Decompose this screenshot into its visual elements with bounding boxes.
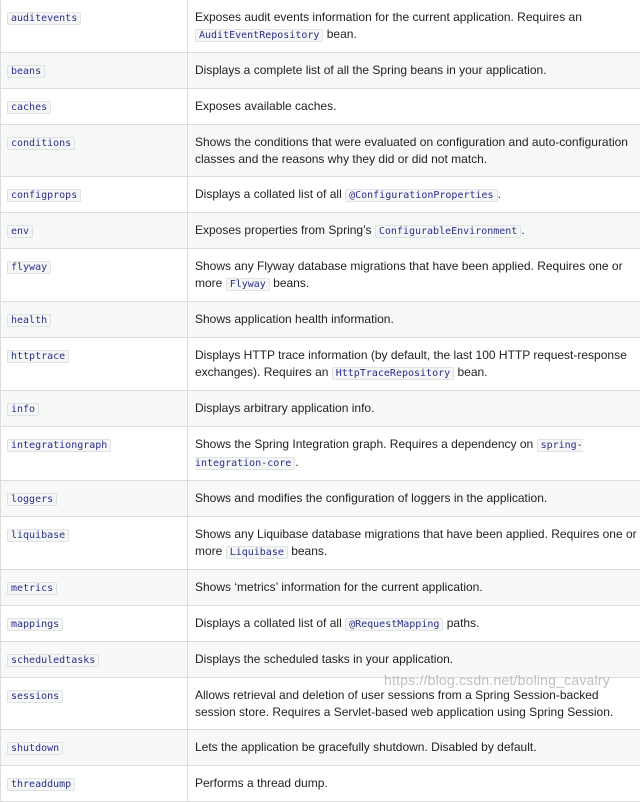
endpoint-id-cell	[1, 249, 188, 302]
endpoint-id: loggers	[7, 493, 57, 506]
endpoint-id: threaddump	[7, 778, 75, 791]
endpoint-description	[188, 53, 640, 89]
description-text: beans.	[288, 544, 327, 558]
endpoint-id-cell	[1, 427, 188, 481]
description-text: Displays arbitrary application info.	[195, 401, 374, 415]
endpoint-id: info	[7, 403, 39, 416]
endpoint-id: auditevents	[7, 12, 81, 25]
endpoint-id: shutdown	[7, 742, 63, 755]
table-row	[1, 302, 640, 338]
description-text: Shows any Flyway database migrations that have been applied. Requires one or more	[195, 259, 623, 290]
description-text: Shows the Spring Integration graph. Requires a dependency on	[195, 437, 537, 451]
watermark: https://blog.csdn.net/boling_cavalry	[384, 672, 610, 688]
endpoint-id: health	[7, 314, 51, 327]
description-text: .	[521, 223, 524, 237]
endpoint-id: scheduledtasks	[7, 654, 99, 667]
endpoint-id-cell	[1, 517, 188, 570]
endpoint-description	[188, 570, 640, 606]
table-row	[1, 427, 640, 481]
description-text: Exposes audit events information for the current application. Requires an	[195, 10, 582, 24]
endpoint-id: conditions	[7, 137, 75, 150]
endpoint-description	[188, 213, 640, 249]
description-text: Displays a collated list of all	[195, 187, 345, 201]
endpoint-id-cell	[1, 642, 188, 678]
inline-code: AuditEventRepository	[195, 29, 323, 42]
description-text: Exposes properties from Spring’s	[195, 223, 375, 237]
description-text: bean.	[454, 365, 487, 379]
description-text: Performs a thread dump.	[195, 776, 328, 790]
endpoint-description	[188, 391, 640, 427]
inline-code: Liquibase	[226, 546, 288, 559]
endpoint-description	[188, 302, 640, 338]
description-text: Lets the application be gracefully shutdown. Disabled by default.	[195, 740, 537, 754]
table-row	[1, 89, 640, 125]
description-text: Shows ‘metrics’ information for the current application.	[195, 580, 483, 594]
table-row	[1, 517, 640, 570]
endpoint-id: beans	[7, 65, 45, 78]
description-text: Shows application health information.	[195, 312, 394, 326]
endpoint-id-cell	[1, 730, 188, 766]
endpoint-id: flyway	[7, 261, 51, 274]
description-text: Displays a collated list of all	[195, 616, 345, 630]
table-row	[1, 177, 640, 213]
endpoint-description	[188, 606, 640, 642]
endpoint-id-cell	[1, 0, 188, 53]
inline-code: Flyway	[226, 278, 270, 291]
table-row	[1, 606, 640, 642]
description-text: Shows and modifies the configuration of loggers in the application.	[195, 491, 547, 505]
description-text: Displays the scheduled tasks in your application.	[195, 652, 453, 666]
endpoint-id-cell	[1, 606, 188, 642]
description-text: Allows retrieval and deletion of user sessions from a Spring Session-backed session store. Requires a Servlet-based web application using Spring Session.	[195, 688, 613, 719]
table-row	[1, 213, 640, 249]
endpoint-description	[188, 338, 640, 391]
description-text: .	[295, 455, 298, 469]
endpoint-id: integrationgraph	[7, 439, 111, 452]
table-row	[1, 391, 640, 427]
table-row	[1, 53, 640, 89]
endpoint-id-cell	[1, 391, 188, 427]
endpoint-id-cell	[1, 89, 188, 125]
endpoint-id-cell	[1, 213, 188, 249]
inline-code: @RequestMapping	[345, 618, 443, 631]
endpoint-description	[188, 249, 640, 302]
endpoint-id-cell	[1, 481, 188, 517]
endpoint-id: sessions	[7, 690, 63, 703]
endpoint-id: configprops	[7, 189, 81, 202]
inline-code: ConfigurableEnvironment	[375, 225, 521, 238]
table-row	[1, 0, 640, 53]
description-text: paths.	[443, 616, 479, 630]
endpoint-id: metrics	[7, 582, 57, 595]
endpoint-id: caches	[7, 101, 51, 114]
description-text: beans.	[270, 276, 309, 290]
table-row	[1, 338, 640, 391]
endpoint-id-cell	[1, 177, 188, 213]
endpoint-description	[188, 125, 640, 177]
description-text: .	[498, 187, 501, 201]
table-row	[1, 249, 640, 302]
endpoint-id: httptrace	[7, 350, 69, 363]
inline-code: spring-integration-core	[195, 439, 583, 470]
endpoint-description	[188, 730, 640, 766]
description-text: Shows any Liquibase database migrations that have been applied. Requires one or more	[195, 527, 637, 558]
endpoint-id: liquibase	[7, 529, 69, 542]
endpoint-description	[188, 0, 640, 53]
description-text: Exposes available caches.	[195, 99, 336, 113]
endpoint-id-cell	[1, 338, 188, 391]
endpoint-description	[188, 177, 640, 213]
endpoint-description	[188, 481, 640, 517]
table-row	[1, 570, 640, 606]
endpoint-id-cell	[1, 570, 188, 606]
endpoint-description	[188, 766, 640, 802]
endpoint-description	[188, 427, 640, 481]
table-row	[1, 125, 640, 177]
endpoint-id: mappings	[7, 618, 63, 631]
table-row	[1, 730, 640, 766]
endpoint-id: env	[7, 225, 33, 238]
description-text: bean.	[323, 27, 356, 41]
description-text: Shows the conditions that were evaluated on configuration and auto-configuration classes and the reasons why they did or did not match.	[195, 135, 628, 166]
inline-code: HttpTraceRepository	[332, 367, 454, 380]
endpoint-id-cell	[1, 53, 188, 89]
endpoint-id-cell	[1, 766, 188, 802]
endpoint-id-cell	[1, 678, 188, 730]
endpoint-description	[188, 89, 640, 125]
endpoint-description	[188, 517, 640, 570]
description-text: Displays HTTP trace information (by default, the last 100 HTTP request-response exchanges). Requires an	[195, 348, 627, 379]
inline-code: @ConfigurationProperties	[345, 189, 498, 202]
table-row	[1, 766, 640, 802]
table-row	[1, 481, 640, 517]
endpoint-id-cell	[1, 302, 188, 338]
endpoint-id-cell	[1, 125, 188, 177]
description-text: Displays a complete list of all the Spring beans in your application.	[195, 63, 547, 77]
